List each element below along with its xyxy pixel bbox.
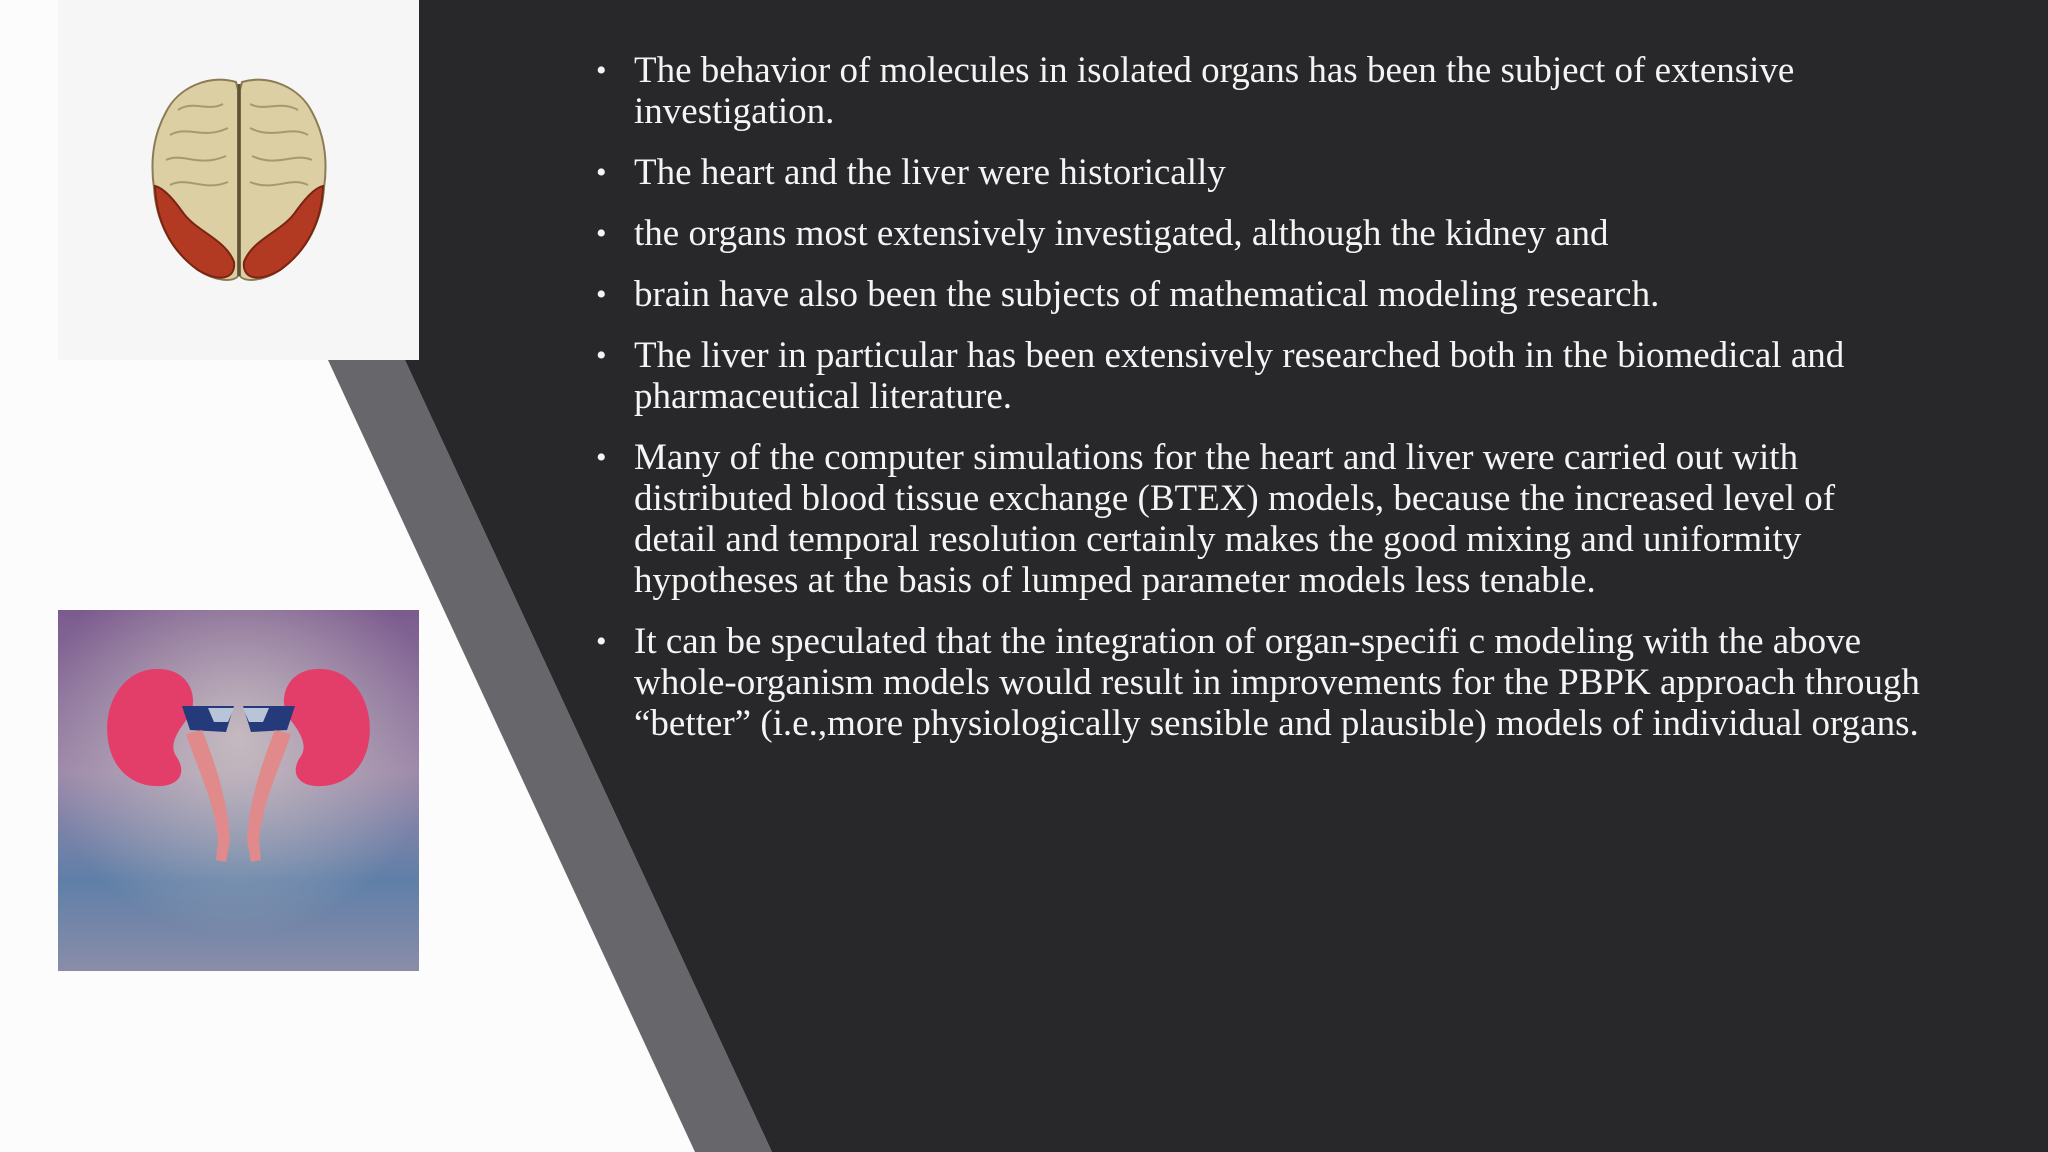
kidney-image: [58, 610, 419, 971]
bullet-dot: •: [596, 156, 607, 189]
bullet-text: brain have also been the subjects of mathematical modeling research.: [634, 274, 1660, 315]
bullet-text: The liver in particular has been extensively researched both in the biomedical and pharmaceutical literature.: [634, 335, 1845, 417]
bullet-item-2: [596, 152, 1926, 193]
bullet-dot: •: [596, 217, 607, 250]
bullet-dot: •: [596, 339, 607, 372]
bullet-text: The heart and the liver were historically: [634, 152, 1226, 193]
kidney-illustration: [58, 610, 419, 971]
bullet-dot: •: [596, 441, 607, 474]
bullet-list: [596, 50, 1926, 764]
brain-illustration: [58, 0, 419, 360]
bullet-item-6: [596, 437, 1926, 601]
bullet-text: The behavior of molecules in isolated organs has been the subject of extensive investigation.: [634, 50, 1795, 132]
bullet-text: It can be speculated that the integration of organ-specifi c modeling with the above whole-organism models would result in improvements for the PBPK approach through “better” (i.e.,more physiologically sensible and plausible) models of individual organs.: [634, 621, 1920, 744]
bullet-item-3: [596, 213, 1926, 254]
bullet-dot: •: [596, 278, 607, 311]
bullet-dot: •: [596, 625, 607, 658]
brain-image: [58, 0, 419, 360]
bullet-item-7: [596, 621, 1926, 744]
bullet-item-4: [596, 274, 1926, 315]
bullet-text: the organs most extensively investigated, although the kidney and: [634, 213, 1609, 254]
bullet-item-5: [596, 335, 1926, 417]
bullet-item-1: [596, 50, 1926, 132]
bullet-dot: •: [596, 54, 607, 87]
bullet-text: Many of the computer simulations for the heart and liver were carried out with distributed blood tissue exchange (BTEX) models, because the increased level of detail and temporal resolution certainly makes the good mixing and uniformity hypotheses at the basis of lumped parameter models less tenable.: [634, 437, 1836, 601]
